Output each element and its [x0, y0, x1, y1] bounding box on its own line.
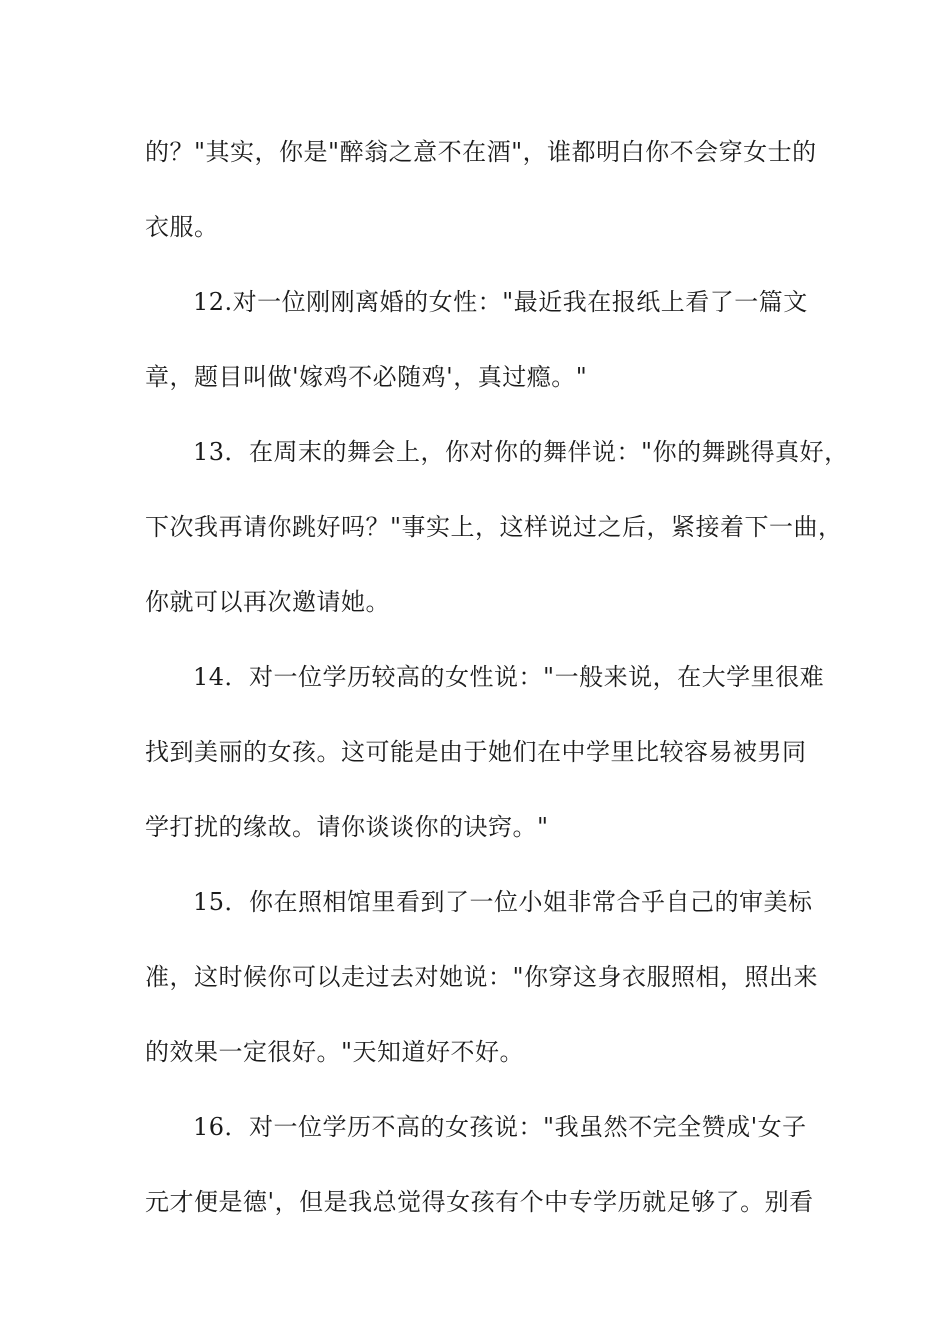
- text-line: 衣服。: [145, 213, 219, 241]
- paragraph-start-line: 16．对一位学历不高的女孩说："我虽然不完全赞成'女子: [193, 1113, 807, 1141]
- paragraph-start-line: 15．你在照相馆里看到了一位小姐非常合乎自己的审美标: [193, 888, 813, 916]
- text-line: 的？"其实，你是"醉翁之意不在酒"，谁都明白你不会穿女士的: [145, 138, 817, 166]
- text-line: 下次我再请你跳好吗？"事实上，这样说过之后，紧接着下一曲，: [145, 513, 843, 541]
- text-line: 你就可以再次邀请她。: [145, 588, 390, 616]
- paragraph-start-line: 12.对一位刚刚离婚的女性："最近我在报纸上看了一篇文: [193, 288, 808, 316]
- paragraph-start-line: 13．在周末的舞会上，你对你的舞伴说："你的舞跳得真好，: [193, 438, 849, 466]
- text-line: 准，这时候你可以走过去对她说："你穿这身衣服照相，照出来: [145, 963, 819, 991]
- text-line: 学打扰的缘故。请你谈谈你的诀窍。": [145, 813, 549, 841]
- text-line: 的效果一定很好。"天知道好不好。: [145, 1038, 525, 1066]
- text-line: 找到美丽的女孩。这可能是由于她们在中学里比较容易被男同: [145, 738, 807, 766]
- text-line: 元才便是德'，但是我总觉得女孩有个中专学历就足够了。别看: [145, 1188, 814, 1216]
- text-line: 章，题目叫做'嫁鸡不必随鸡'，真过瘾。": [145, 363, 588, 391]
- paragraph-start-line: 14．对一位学历较高的女性说："一般来说，在大学里很难: [193, 663, 825, 691]
